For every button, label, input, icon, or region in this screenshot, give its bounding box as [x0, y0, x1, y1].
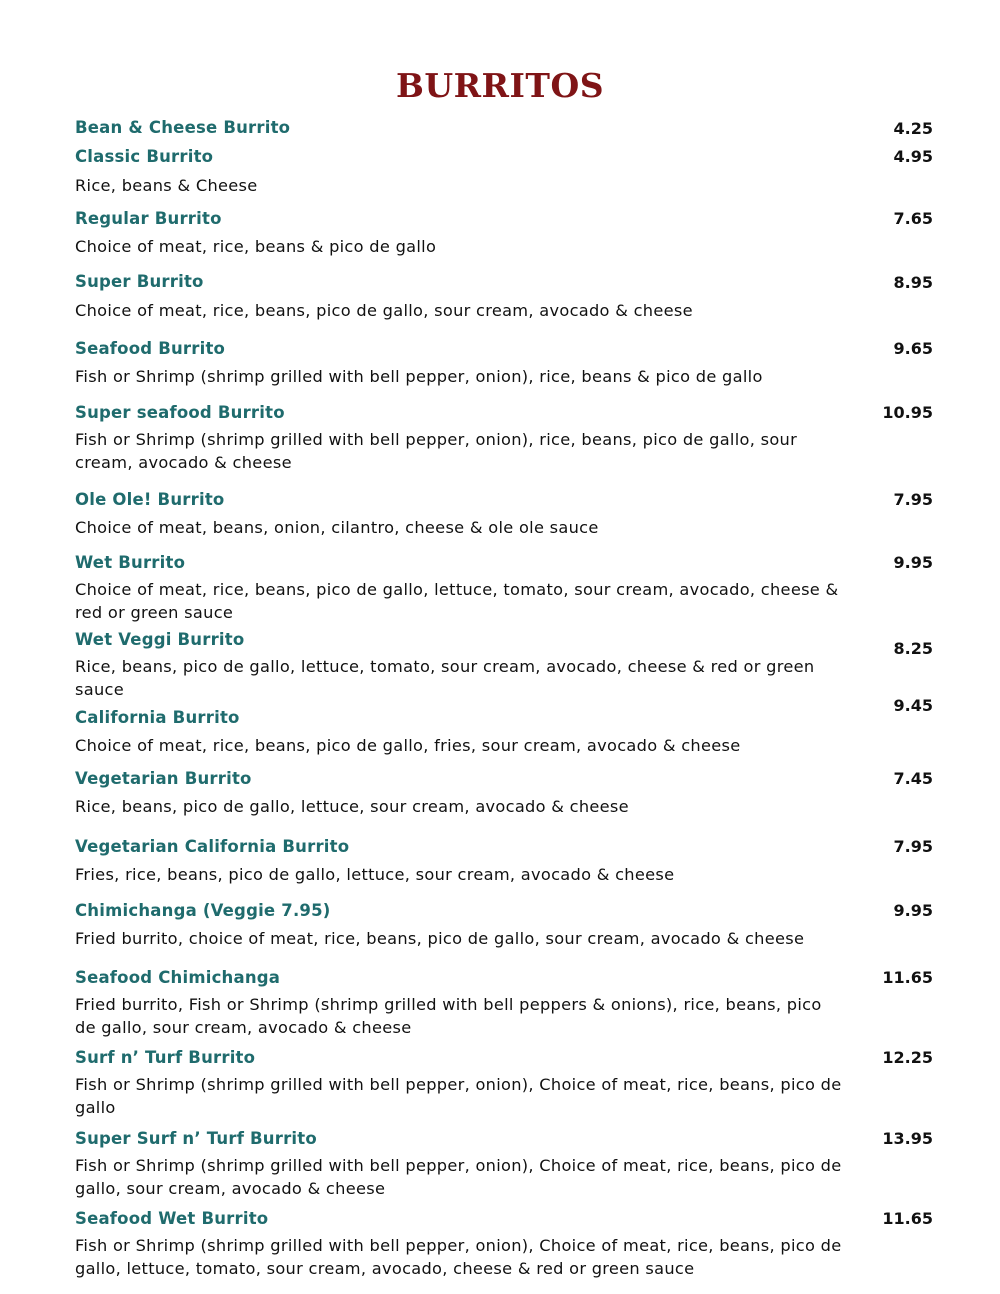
item-price: 11.65: [882, 968, 933, 987]
item-price: 8.95: [893, 273, 933, 292]
item-description: Fish or Shrimp (shrimp grilled with bell pepper, onion), Choice of meat, rice, beans, pico de gallo: [75, 1075, 842, 1117]
item-price: 12.25: [882, 1048, 933, 1067]
item-price: 9.95: [893, 901, 933, 920]
item-price: 11.65: [882, 1209, 933, 1228]
item-name: Surf n’ Turf Burrito: [75, 1048, 256, 1067]
item-price: 7.95: [893, 837, 933, 856]
item-name: Classic Burrito: [75, 147, 214, 166]
item-price: 9.45: [893, 696, 933, 715]
item-description: Fish or Shrimp (shrimp grilled with bell pepper, onion), rice, beans & pico de gallo: [75, 367, 763, 386]
item-name: Seafood Chimichanga: [75, 968, 281, 987]
item-name: Ole Ole! Burrito: [75, 490, 225, 509]
item-description: Rice, beans & Cheese: [75, 176, 258, 195]
item-price: 9.95: [893, 553, 933, 572]
item-description: Fish or Shrimp (shrimp grilled with bell pepper, onion), rice, beans, pico de gallo, sour cream, avocado & cheese: [75, 430, 798, 472]
item-price: 7.45: [893, 769, 933, 788]
item-name: Vegetarian California Burrito: [75, 837, 350, 856]
item-description: Choice of meat, rice, beans, pico de gallo, lettuce, tomato, sour cream, avocado, cheese & red or green sauce: [75, 580, 839, 622]
item-description: Fish or Shrimp (shrimp grilled with bell pepper, onion), Choice of meat, rice, beans, pico de gallo, sour cream, avocado & cheese: [75, 1156, 842, 1198]
item-name: Seafood Burrito: [75, 339, 226, 358]
item-name: Seafood Wet Burrito: [75, 1209, 269, 1228]
item-name: Chimichanga (Veggie 7.95): [75, 901, 331, 920]
item-description: Choice of meat, rice, beans & pico de gallo: [75, 237, 437, 256]
item-price: 4.95: [893, 147, 933, 166]
item-description: Rice, beans, pico de gallo, lettuce, sour cream, avocado & cheese: [75, 797, 629, 816]
item-price: 13.95: [882, 1129, 933, 1148]
item-description: Choice of meat, rice, beans, pico de gallo, fries, sour cream, avocado & cheese: [75, 736, 741, 755]
item-description: Rice, beans, pico de gallo, lettuce, tomato, sour cream, avocado, cheese & red or green sauce: [75, 657, 815, 699]
item-name: California Burrito: [75, 708, 240, 727]
item-name: Super seafood Burrito: [75, 403, 285, 422]
item-name: Wet Burrito: [75, 553, 186, 572]
item-name: Super Surf n’ Turf Burrito: [75, 1129, 317, 1148]
item-price: 8.25: [893, 639, 933, 658]
item-description: Fish or Shrimp (shrimp grilled with bell pepper, onion), Choice of meat, rice, beans, pico de gallo, lettuce, tomato, sour cream, avocado, cheese & red or green sauce: [75, 1236, 842, 1278]
item-description: Fried burrito, Fish or Shrimp (shrimp grilled with bell peppers & onions), rice, beans, pico de gallo, sour cream, avocado & cheese: [75, 995, 822, 1037]
item-description: Fries, rice, beans, pico de gallo, lettuce, sour cream, avocado & cheese: [75, 865, 675, 884]
item-name: Vegetarian Burrito: [75, 769, 252, 788]
item-price: 7.65: [893, 209, 933, 228]
item-name: Bean & Cheese Burrito: [75, 118, 291, 137]
item-description: Choice of meat, rice, beans, pico de gallo, sour cream, avocado & cheese: [75, 301, 693, 320]
item-name: Super Burrito: [75, 272, 204, 291]
menu-title: BURRITOS: [395, 66, 605, 105]
item-description: Fried burrito, choice of meat, rice, beans, pico de gallo, sour cream, avocado & cheese: [75, 929, 805, 948]
item-price: 7.95: [893, 490, 933, 509]
item-price: 4.25: [893, 119, 933, 138]
item-name: Wet Veggi Burrito: [75, 630, 245, 649]
item-price: 9.65: [893, 339, 933, 358]
item-price: 10.95: [882, 403, 933, 422]
item-name: Regular Burrito: [75, 209, 222, 228]
item-description: Choice of meat, beans, onion, cilantro, cheese & ole ole sauce: [75, 518, 599, 537]
